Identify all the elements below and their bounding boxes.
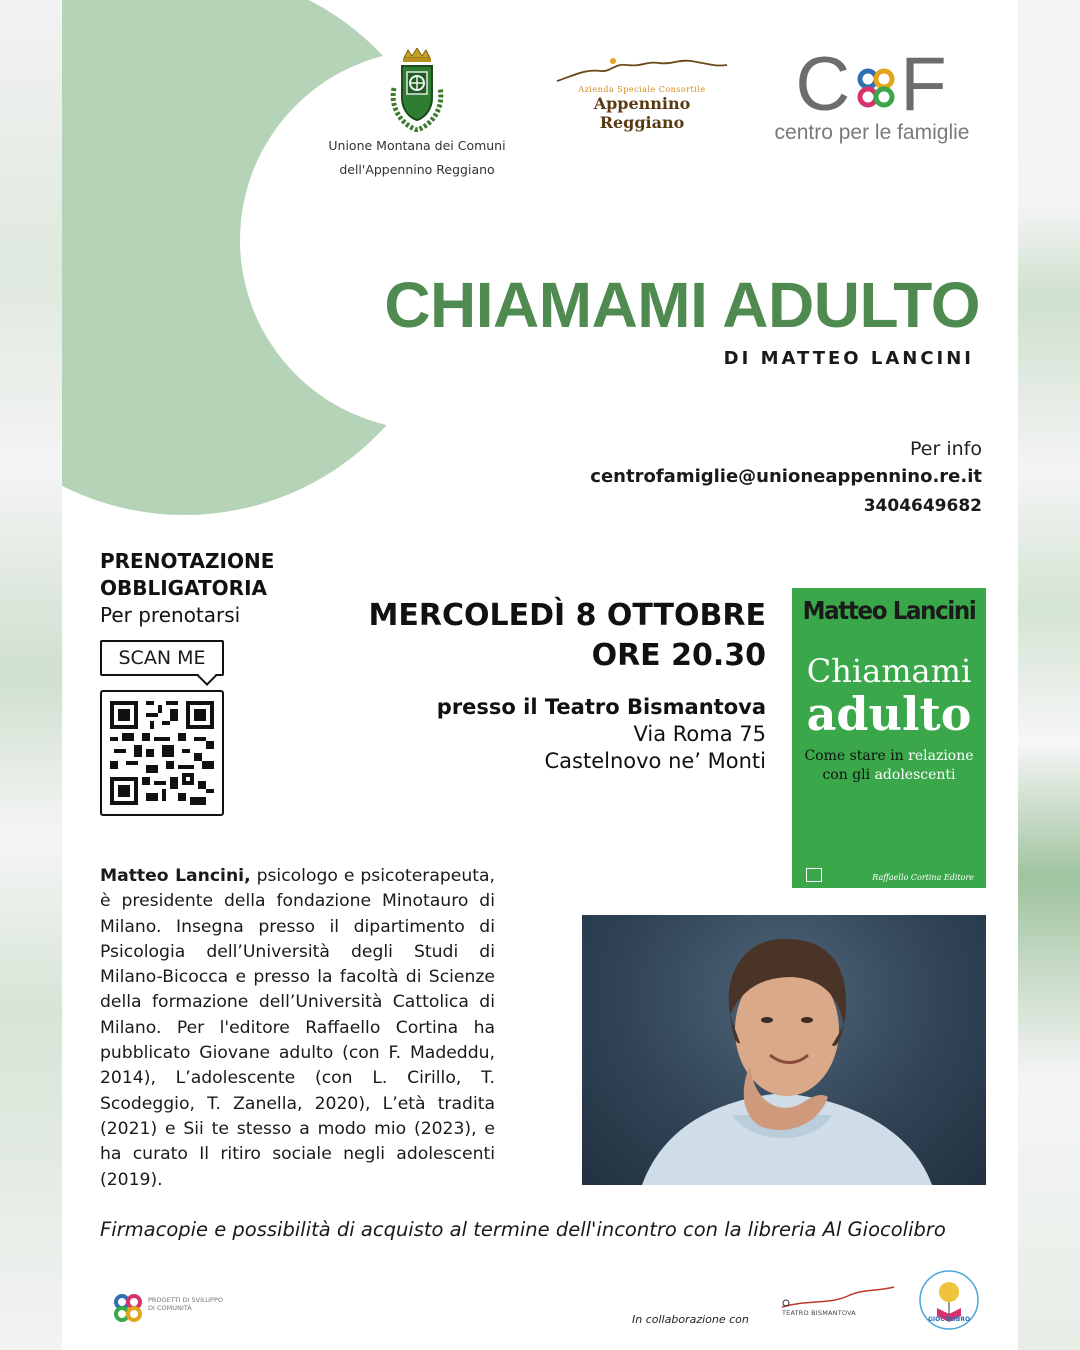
teatro-text: TEATRO BISMANTOVA <box>782 1309 856 1317</box>
event-date: MERCOLEDÌ 8 OTTOBRE <box>368 598 766 633</box>
progetti-text: PROGETTI DI SVILUPPO DI COMUNITÀ <box>148 1296 223 1312</box>
comune-name-line2: dell'Appennino Reggiano <box>339 162 495 177</box>
contact-info <box>542 436 982 520</box>
signing-note: Firmacopie e possibilità di acquisto al termine dell'incontro con la libreria Al Giocolibro <box>100 1218 946 1241</box>
event-venue: presso il Teatro Bismantova <box>436 695 766 719</box>
book-author: Matteo Lancini <box>802 596 976 625</box>
progetti-logo <box>110 1290 230 1330</box>
booking-line3: Per prenotarsi <box>100 603 241 627</box>
cpf-logo <box>762 42 982 145</box>
cpf-tagline: centro per le famiglie <box>774 121 970 144</box>
bio-name: Matteo Lancini, <box>100 866 251 886</box>
event-title: CHIAMAMI ADULTO <box>384 269 980 341</box>
event-author: DI MATTEO LANCINI <box>723 348 974 369</box>
booking-block <box>100 548 360 629</box>
event-where <box>352 693 766 775</box>
mountains-icon <box>555 55 730 85</box>
giocolibro-logo <box>917 1268 981 1332</box>
event-town: Castelnovo ne’ Monti <box>544 749 766 773</box>
crest-icon <box>386 48 448 132</box>
portrait-icon <box>582 915 986 1185</box>
teatro-logo <box>780 1285 896 1325</box>
author-bio <box>100 864 495 1193</box>
info-phone[interactable]: 3404649682 <box>863 496 982 516</box>
book-title-line1: Chiamami <box>806 652 972 690</box>
event-when <box>352 596 766 676</box>
booking-line2: OBBLIGATORIA <box>100 576 267 600</box>
info-label: Per info <box>910 438 982 460</box>
booking-line1: PRENOTAZIONE <box>100 549 275 573</box>
progetti-icon <box>110 1290 146 1326</box>
book-title-line2: adulto <box>806 687 972 741</box>
background-right <box>1018 0 1080 1350</box>
book-cover <box>792 588 986 888</box>
scan-me-label: SCAN ME <box>100 640 224 676</box>
appennino-name: Appennino Reggiano <box>593 94 691 132</box>
qr-code[interactable] <box>100 690 224 816</box>
book-subtitle: Come stare in relazione con gli adolescenti <box>804 748 974 783</box>
appennino-logo <box>552 55 732 132</box>
event-time: ORE 20.30 <box>591 638 766 673</box>
info-email[interactable]: centrofamiglie@unioneappennino.re.it <box>590 466 982 487</box>
bio-text: psicologo e psicoterapeuta, è presidente della fondazione Minotauro di Milano. Insegna presso il dipartimento di Psicologia dell’Università degli Studi di Milano-Bicocca e presso la facoltà di Scienze della formazione dell’Università Cattolica di Milano. Per l'editore Raffaello Cortina ha pubblicato Giovane adulto (con F. Madeddu, 2014), L’adolescente (con L. Cirillo, T. Scodeggio, T. Zanella, 2020), L’età tradita (2021) e Sii te stesso a modo mio (2023), e ha curato Il ritiro sociale negli adolescenti (2019). <box>100 866 496 1190</box>
publisher-logo-icon <box>806 868 822 882</box>
teatro-icon <box>780 1285 896 1309</box>
book-publisher: Raffaello Cortina Editore <box>872 873 974 882</box>
comune-name-line1: Unione Montana dei Comuni <box>328 138 506 153</box>
collaboration-label: In collaborazione con <box>632 1313 749 1326</box>
giocolibro-text: GIOCOLIBRO <box>927 1316 971 1323</box>
flower-icon <box>852 54 900 114</box>
qr-icon <box>110 700 214 806</box>
cpf-letter-c: C <box>795 42 853 127</box>
event-address: Via Roma 75 <box>633 722 766 746</box>
cpf-letter-f: F <box>900 42 949 127</box>
appennino-subtitle: Azienda Speciale Consortile <box>578 85 706 94</box>
comune-logo <box>317 48 517 180</box>
author-photo <box>582 915 986 1185</box>
poster <box>62 0 1018 1350</box>
background-left <box>0 0 62 1350</box>
